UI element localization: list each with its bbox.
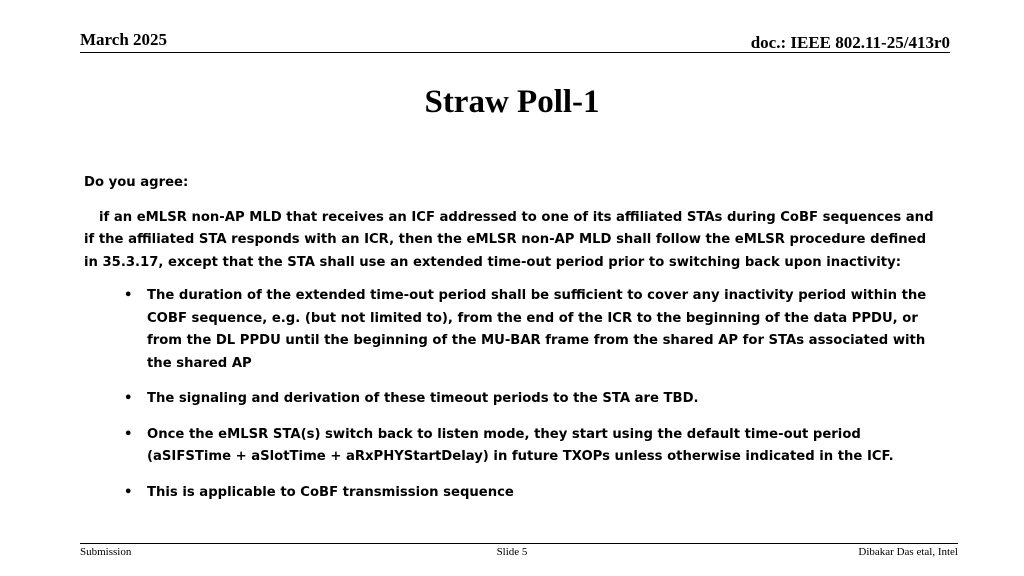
header-date: March 2025: [80, 30, 168, 49]
bullet-item: [84, 482, 944, 505]
bullet-text: This is applicable to CoBF transmission sequence: [147, 484, 514, 500]
bullet-icon: •: [124, 288, 133, 303]
footer-rule: [80, 543, 958, 544]
footer-author: Dibakar Das etal, Intel: [858, 546, 958, 558]
bullet-list: [84, 285, 944, 504]
bullet-text: Once the eMLSR STA(s) switch back to listen mode, they start using the default time-out period (aSIFSTime + aSlotTime + aRxPHYStartDelay) in future TXOPs unless otherwise indicated in the ICF.: [147, 426, 894, 464]
question-text: Do you agree:: [84, 175, 189, 190]
bullet-text: The duration of the extended time-out period shall be sufficient to cover any inactivity period within the COBF sequence, e.g. (but not limited to), from the end of the ICR to the beginning of the data PPDU, or from the DL PPDU until the beginning of the MU-BAR frame from the shared AP for STAs associated with the shared AP: [147, 288, 927, 371]
footer-slide-number: Slide 5: [496, 546, 528, 558]
footer-submission: Submission: [80, 546, 132, 558]
header-doc-id: doc.: IEEE 802.11-25/413r0: [750, 33, 950, 52]
bullet-icon: •: [124, 391, 133, 406]
header-rule: [80, 52, 950, 53]
bullet-item: [84, 388, 944, 411]
bullet-text: The signaling and derivation of these timeout periods to the STA are TBD.: [147, 391, 699, 406]
bullet-item: [84, 285, 944, 375]
slide-title: Straw Poll-1: [424, 84, 600, 120]
slide-content: [84, 172, 944, 517]
bullet-item: [84, 424, 944, 469]
statement-text: if an eMLSR non-AP MLD that receives an ICF addressed to one of its affiliated STAs during CoBF sequences and if the affiliated STA responds with an ICR, then the eMLSR non-AP MLD shall follow the eMLSR procedure defined in 35.3.17, except that the STA shall use an extended time-out period prior to switching back upon inactivity:: [84, 209, 934, 270]
bullet-icon: •: [124, 484, 133, 500]
bullet-icon: •: [124, 426, 133, 442]
